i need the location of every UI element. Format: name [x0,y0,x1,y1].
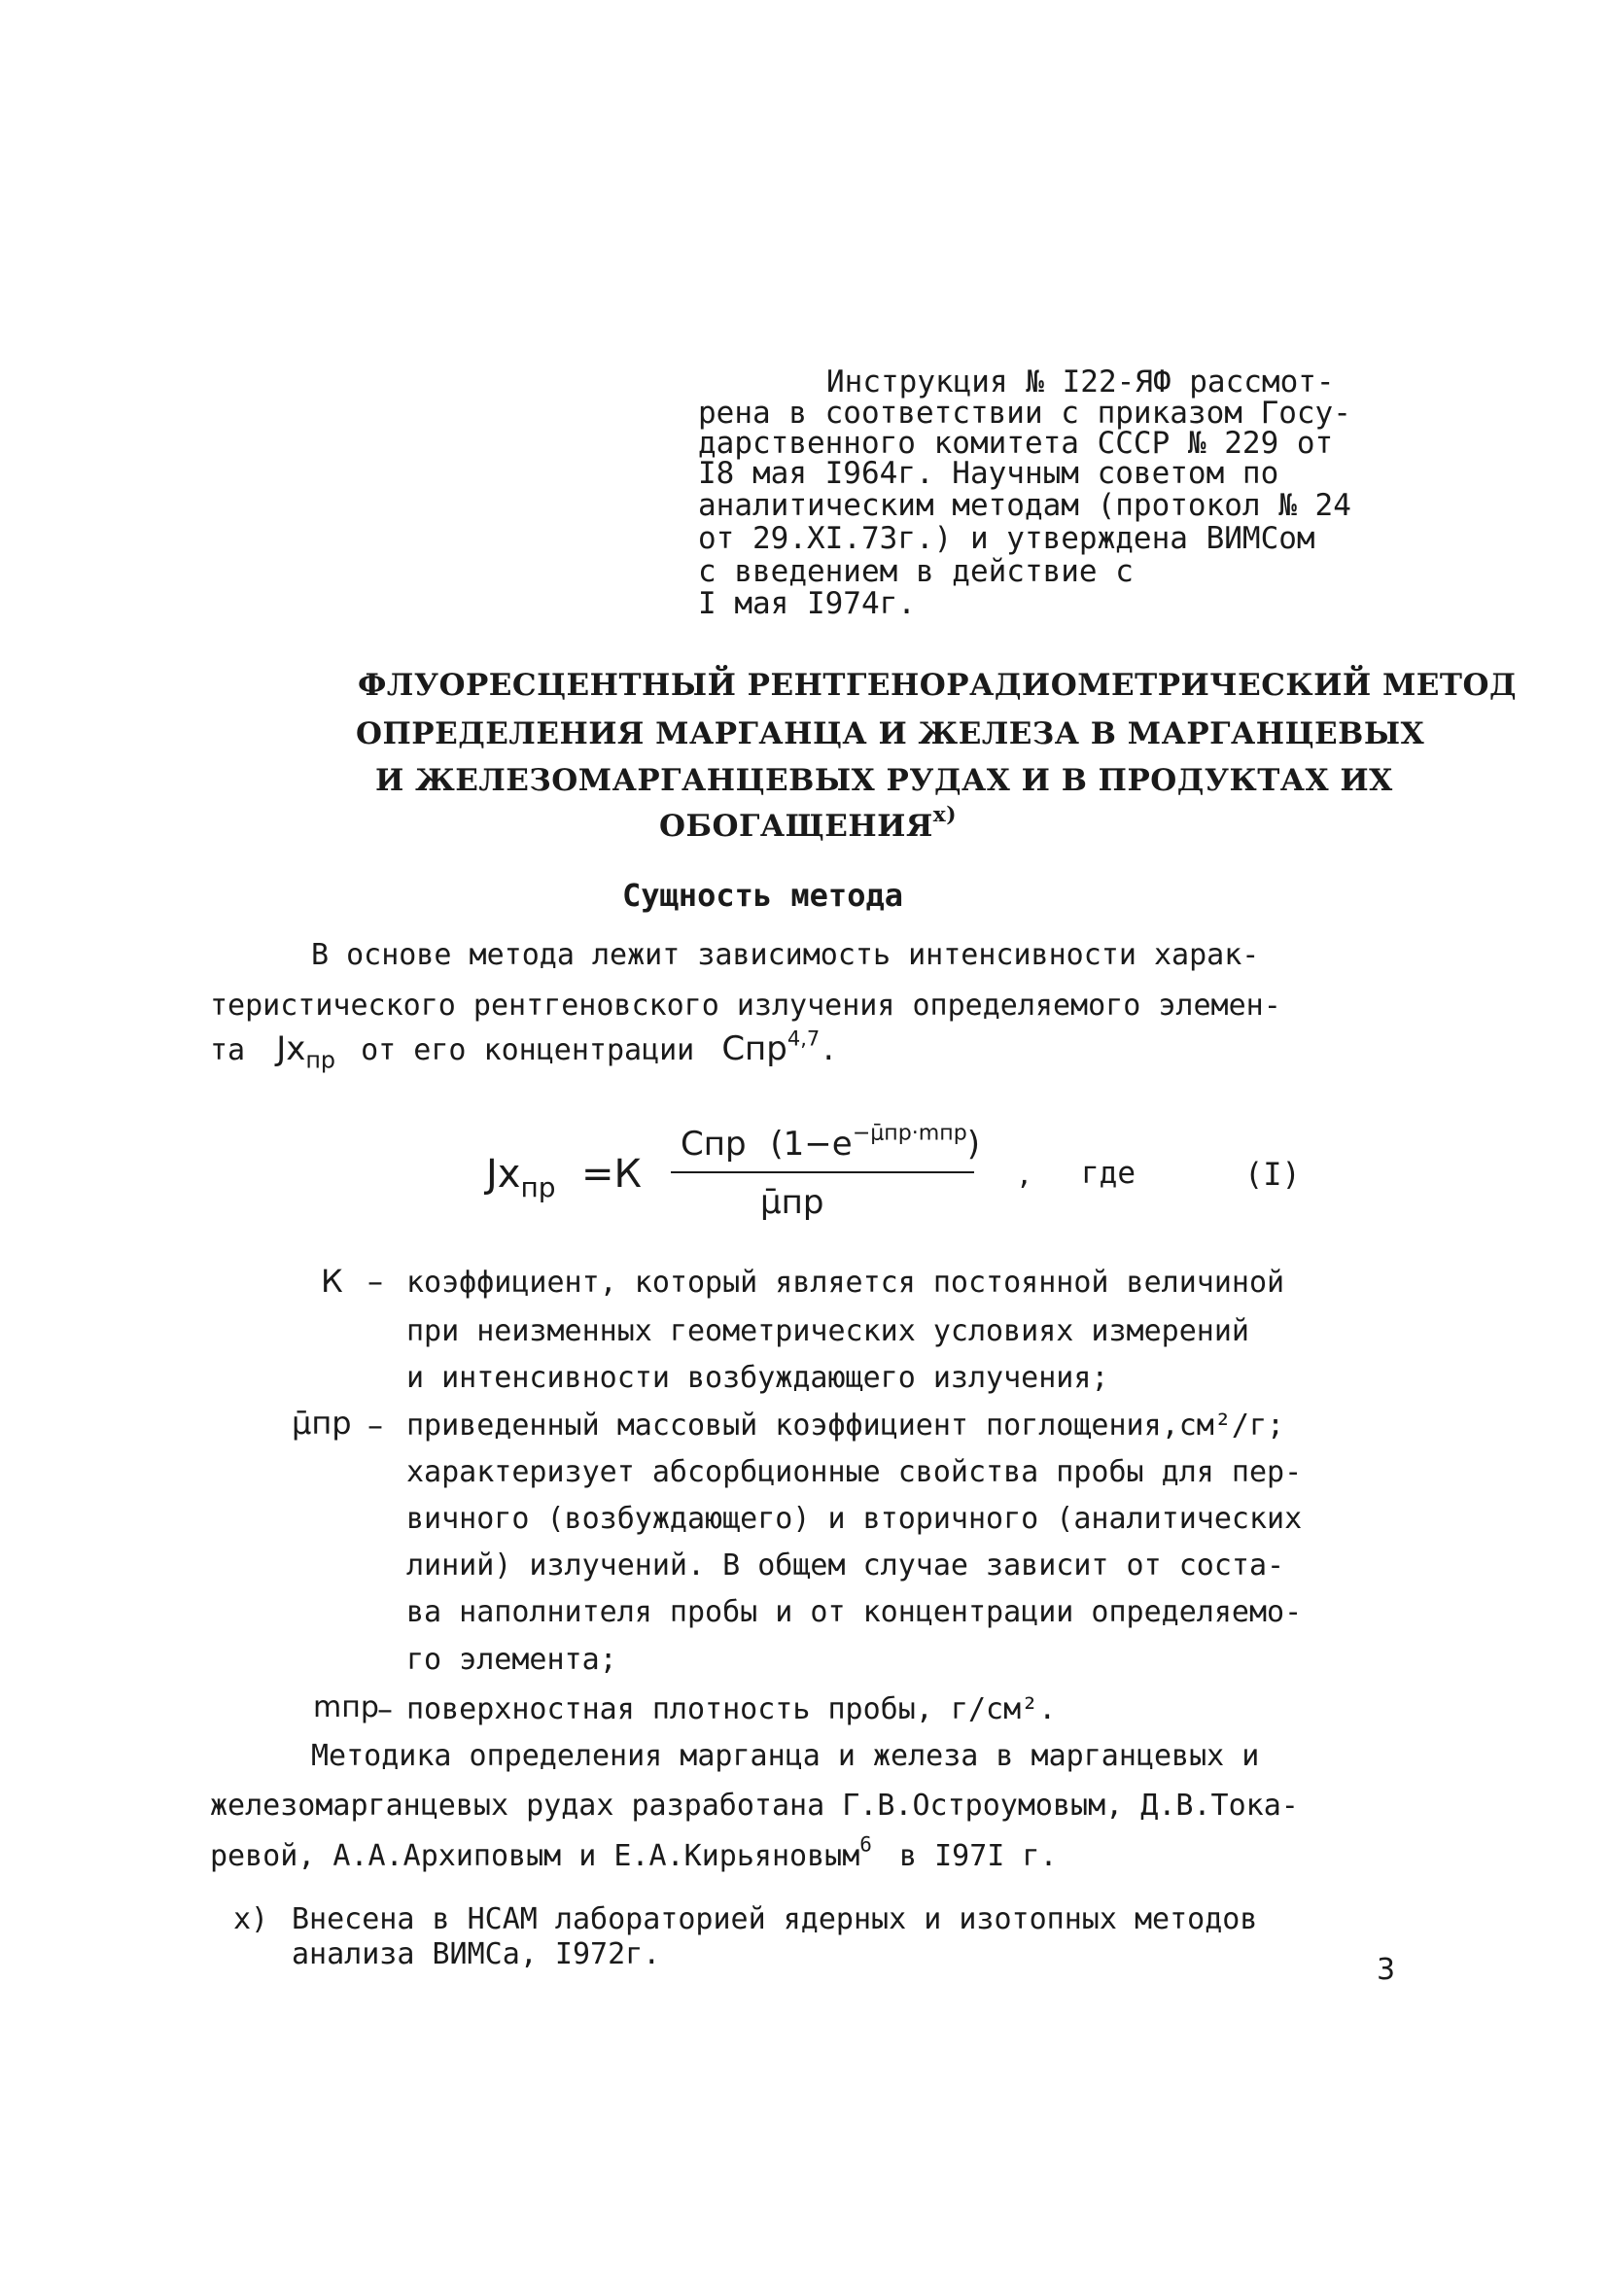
title-line: ОПРЕДЕЛЕНИЯ МАРГАНЦА И ЖЕЛЕЗА В МАРГАНЦЕВЫХ [356,716,1425,751]
intro-word: та [210,1033,246,1067]
equation-number: (I) [1244,1156,1301,1193]
page-number: 3 [1377,1953,1396,1987]
fraction-bar [671,1171,974,1173]
definition-symbol: К [321,1263,343,1300]
definition-dash: – [367,1407,383,1444]
concentration-symbol: Спр [721,1029,787,1068]
title-line: ФЛУОРЕСЦЕНТНЫЙ РЕНТГЕНОРАДИОМЕТРИЧЕСКИЙ МЕТОД [358,668,1518,703]
formula-where: где [1081,1156,1136,1191]
formula-numerator: Спр $(1-e^{-\mūпр\cdot mпр})$ [681,1120,981,1164]
section-heading: Сущность метода [622,877,903,914]
method-line: железомарганцевых рудах разработана Г.В.Остроумовым, Д.В.Тока- [210,1789,1299,1823]
title-last-word: ОБОГАЩЕНИЯ [659,809,933,844]
formula-lhs: $Jx_{пр}$ [486,1152,556,1203]
definition-line: поверхностная плотность пробы, г/см². [406,1692,1057,1726]
reference-mark: 6 [859,1832,872,1857]
approval-line: аналитическим методам (протокол № 24 [698,488,1351,523]
definition-line: коэффициент, который является постоянной величиной [406,1266,1285,1300]
approval-line: I8 мая I964г. Научным советом по [698,456,1279,491]
formula-denominator: μ̄пр [760,1183,824,1222]
intro-line: В основе метода лежит зависимость интенсивности харак- [311,938,1260,972]
approval-line: рена в соответствии с приказом Госу- [698,396,1351,431]
intro-word: от его концентрации [361,1033,695,1067]
method-line: Методика определения марганца и железа в марганцевых и [311,1739,1260,1773]
approval-line: от 29.XI.73г.) и утверждена ВИМСом [698,521,1315,556]
intro-end: . [820,1033,838,1067]
formula-comma: , [1019,1154,1030,1193]
reference-mark: 4,7 [787,1026,821,1051]
footnote-mark: x) [233,1902,269,1936]
definition-dash: – [377,1690,393,1727]
definition-line: вичного (возбуждающего) и вторичного (аналитических [406,1502,1303,1536]
definition-line: линий) излучений. В общем случае зависит от соста- [406,1548,1285,1583]
definition-symbol: mпр [313,1690,379,1724]
definition-line: го элемента; [406,1643,617,1677]
intensity-symbol: $Jx_{пр}$ [276,1029,336,1074]
footnote-line: анализа ВИМСа, I972г. [292,1937,661,1971]
approval-line: дарственного комитета СССР № 229 от [698,426,1334,461]
definition-line: и интенсивности возбуждающего излучения; [406,1361,1109,1395]
title-line [659,802,957,844]
footnote-mark: x) [932,802,957,827]
definition-line: приведенный массовый коэффициент поглощения,см²/г; [406,1409,1285,1443]
method-line: ревой, А.А.Архиповым и Е.А.Кирьяновым$^6$ в I97I г. [210,1832,1058,1873]
approval-line: I мая I974г. [698,586,916,621]
definition-line: характеризует абсорбционные свойства пробы для пер- [406,1455,1303,1489]
approval-line: Инструкция № I22-ЯФ рассмот- [826,365,1335,400]
approval-line: с введением в действие с [698,554,1134,589]
intro-line [210,1026,838,1074]
definition-line: ва наполнителя пробы и от концентрации определяемо- [406,1595,1303,1629]
intro-line: теристического рентгеновского излучения определяемого элемен- [210,989,1281,1023]
title-line: И ЖЕЛЕЗОМАРГАНЦЕВЫХ РУДАХ И В ПРОДУКТАХ ИХ [375,763,1393,798]
definition-dash: – [367,1263,383,1300]
definition-symbol: μ̄пр [292,1405,352,1442]
formula-equals-k: =К [581,1152,642,1197]
definition-line: при неизменных геометрических условиях измерений [406,1314,1249,1348]
footnote-line: Внесена в НСАМ лабораторией ядерных и изотопных методов [292,1902,1258,1936]
